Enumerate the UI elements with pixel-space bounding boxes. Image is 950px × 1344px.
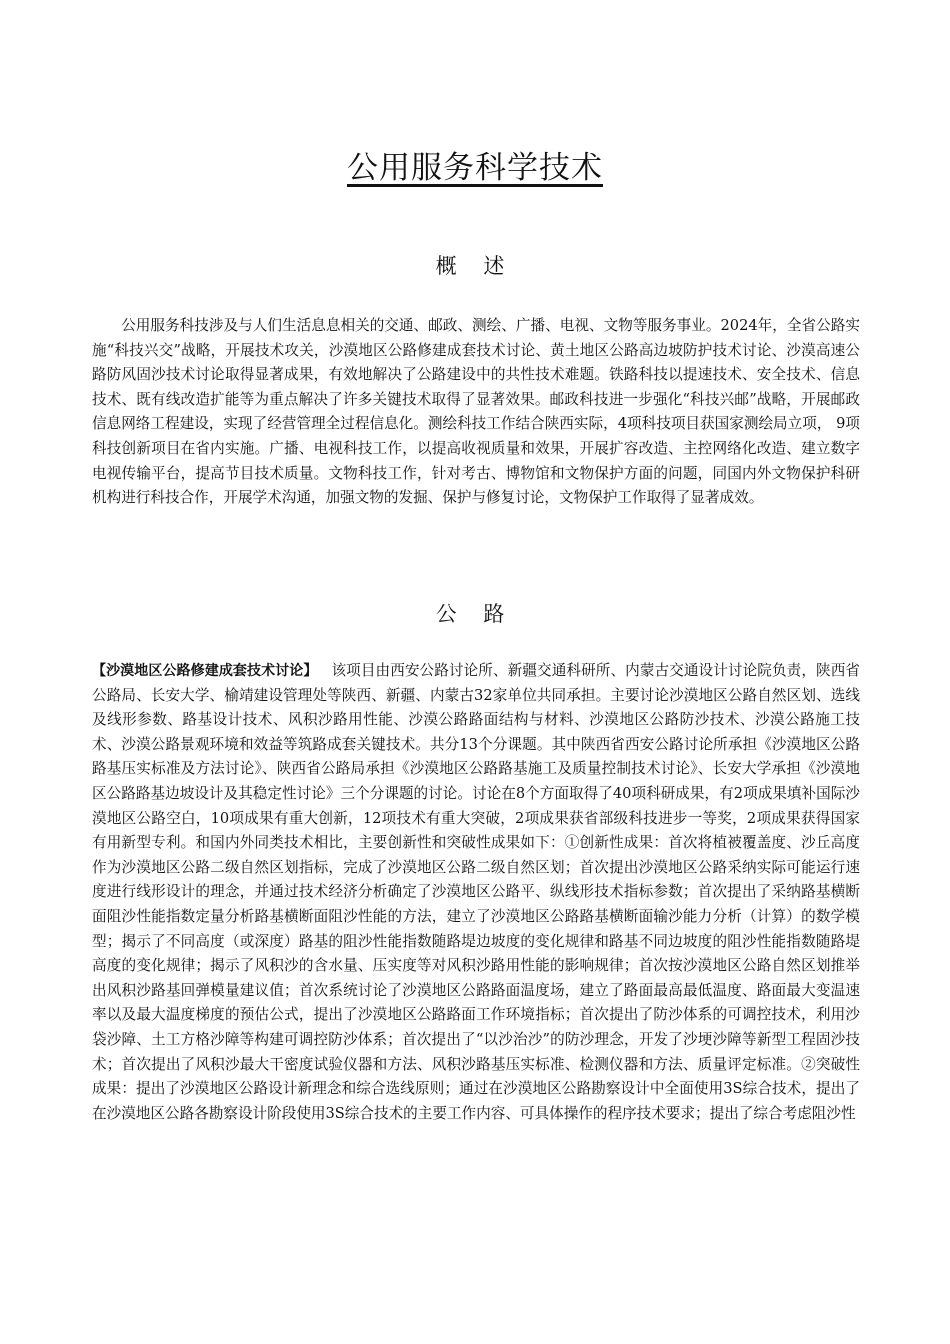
section-heading-highway: 公 路 [435, 602, 515, 626]
project-lead-title: 【沙漠地区公路修建成套技术讨论】 [92, 663, 318, 679]
highway-body-text: 该项目由西安公路讨论所、新疆交通科研所、内蒙古交通设计讨论院负责，陕西省公路局、长安大学、榆靖建设管理处等陕西、新疆、内蒙古32家单位共同承担。主要讨论沙漠地区公路自然区划、选线及线形参数、路基设计技术、风积沙路用性能、沙漠公路路面结构与材料、沙漠地区公路防沙技术、沙漠公路施工技术、沙漠公路景观环境和效益等筑路成套关键技术。共分13个分课题。其中陕西省西安公路讨论所承担《沙漠地区公路路基压实标准及方法讨论》、陕西省公路局承担《沙漠地区公路路基施工及质量控制技术讨论》、长安大学承担《沙漠地区公路路基边坡设计及其稳定性讨论》三个分课题的讨论。讨论在8个方面取得了40项科研成果，有2项成果填补国际沙漠地区公路空白，10项成果有重大创新，12项技术有重大突破，2项成果获省部级科技进步一等奖，2项成果获得国家有用新型专利。和国内外同类技术相比，主要创新性和突破性成果如下：①创新性成果：首次将植被覆盖度、沙丘高度作为沙漠地区公路二级自然区划指标，完成了沙漠地区公路二级自然区划；首次提出沙漠地区公路采纳实际可能运行速度进行线形设计的理念，并通过技术经济分析确定了沙漠地区公路平、纵线形技术指标参数；首次提出了采纳路基横断面阻沙性能指数定量分析路基横断面阻沙性能的方法，建立了沙漠地区公路路基横断面输沙能力分析（计算）的数学模型；揭示了不同高度（或深度）路基的阻沙性能指数随路堤边坡度的变化规律和路基不同边坡度的阻沙性能指数随路堤高度的变化规律；揭示了风积沙的含水量、压实度等对风积沙路用性能的影响规律；首次按沙漠地区公路自然区划推举出风积沙路基回弹模量建议值；首次系统讨论了沙漠地区公路路面温度场，建立了路面最高最低温度、路面最大变温速率以及最大温度梯度的预估公式，提出了沙漠地区公路路面工作环境指标；首次提出了防沙体系的可调控技术，利用沙袋沙障、土工方格沙障等构建可调控防沙体系；首次提出了“以沙治沙”的防沙理念，开发了沙埂沙障等新型工程固沙技术；首次提出了风积沙最大干密度试验仪器和方法、风积沙路基压实标准、检测仪器和方法、质量评定标准。②突破性成果：提出了沙漠地区公路设计新理念和综合选线原则；通过在沙漠地区公路勘察设计中全面使用3S综合技术，提出了在沙漠地区公路各勘察设计阶段使用3S综合技术的主要工作内容、可具体操作的程序技术要求；提出了综合考虑阻沙性 [92, 662, 860, 1122]
document-title: 公用服务科学技术 [347, 150, 603, 186]
highway-paragraph [92, 659, 860, 1126]
overview-paragraph: 公用服务科技涉及与人们生活息息相关的交通、邮政、测绘、广播、电视、文物等服务事业。2024年，全省公路实施“科技兴交”战略，开展技术攻关，沙漠地区公路修建成套技术讨论、黄土地区公路高边坡防护技术讨论、沙漠高速公路防风固沙技术讨论取得显著成果，有效地解决了公路建设中的共性技术难题。铁路科技以提速技术、安全技术、信息技术、既有线改造扩能等为重点解决了许多关键技术取得了显著效果。邮政科技进一步强化“科技兴邮”战略，开展邮政信息网络工程建设，实现了经营管理全过程信息化。测绘科技工作结合陕西实际，4项科技项目获国家测绘局立项， 9项科技创新项目在省内实施。广播、电视科技工作，以提高收视质量和效果，开展扩容改造、主控网络化改造、建立数字电视传输平台，提高节目技术质量。文物科技工作，针对考古、博物馆和文物保护方面的问题，同国内外文物保护科研机构进行科技合作，开展学术沟通，加强文物的发掘、保护与修复讨论，文物保护工作取得了显著成效。 [92, 317, 860, 507]
section-heading-overview: 概 述 [435, 254, 515, 278]
